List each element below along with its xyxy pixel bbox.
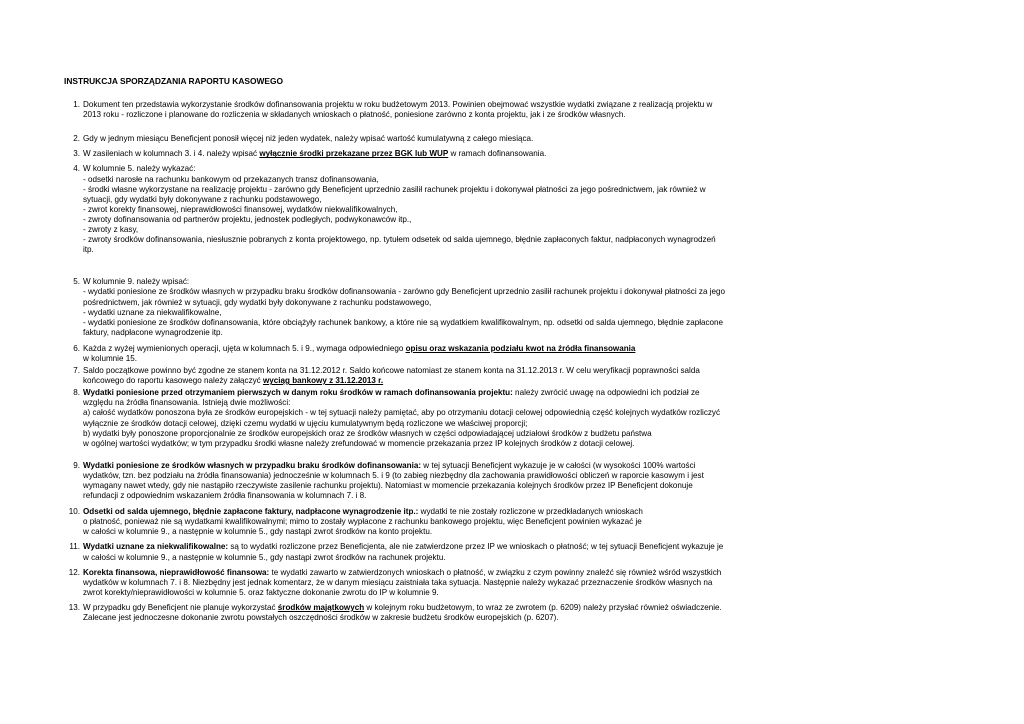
- item-text: [83, 388, 794, 398]
- item-text: [83, 507, 794, 517]
- item-text: itp.: [83, 245, 94, 255]
- item-text: w kolumnie 15.: [83, 353, 137, 363]
- item-text: a) całość wydatków ponoszona była ze środków europejskich - w tej sytuacji należy pamiętać, aby po otrzymaniu dotacji celowej odpowiednią część kolejnych wydatków rozliczyć: [83, 408, 721, 418]
- item-text: [83, 149, 794, 159]
- item-text: sytuacji, gdy wydatki były dokonywane z rachunku podstawowego,: [83, 194, 322, 204]
- bold-lead: Wydatki poniesione przed otrzymaniem pierwszych w danym roku środków w ramach dofinansowania projektu:: [83, 388, 513, 398]
- instruction-item-12: [64, 568, 794, 598]
- emphasis-text: opisu oraz wskazania podziału kwot na źródła finansowania: [405, 343, 636, 353]
- item-number: 1.: [73, 100, 80, 110]
- item-text: wydatków w kolumnach 7. i 8. Niezbędny jest jednak komentarz, że w danym miesiącu zaistniała taka sytuacja. Następnie należy wykazać przeznaczenie środków własnych na: [83, 577, 713, 587]
- instruction-item-9: [64, 461, 794, 501]
- item-text: [83, 568, 794, 578]
- item-text: [83, 344, 794, 354]
- item-text: - zwrot korekty finansowej, nieprawidłowości finansowej, wydatków niekwalifikowalnych,: [83, 204, 398, 214]
- item-text: w całości w kolumnie 9., a następnie w kolumnie 5., gdy nastąpi zwrot środków na konto projektu.: [83, 527, 433, 537]
- item-text: b) wydatki były ponoszone proporcjonalnie ze środków europejskich oraz ze środków własnych w części odpowiadającej udziałowi środków z budżetu państwa: [83, 428, 652, 438]
- item-number: 2.: [73, 134, 80, 144]
- item-text-part: te wydatki zawarto w zatwierdzonych wnioskach o płatność, w związku z czym powinny znaleźć się również wśród wszystkich: [269, 567, 722, 577]
- item-text: - wydatki poniesione ze środków własnych w przypadku braku środków dofinansowania - zarówno gdy Beneficjent uprzednio zasilił rachunek projektu i dokonywał płatności za jego: [83, 287, 725, 297]
- instruction-document: [64, 76, 794, 623]
- instruction-item-1: [64, 100, 794, 120]
- item-text-part: należy zwrócić uwagę na odpowiedni ich podział ze: [512, 388, 700, 398]
- item-text: W kolumnie 9. należy wpisać:: [83, 277, 190, 287]
- bold-lead: Wydatki poniesione ze środków własnych w przypadku braku środków dofinansowania:: [83, 460, 422, 470]
- item-number: 5.: [73, 277, 80, 287]
- item-text-part: Każda z wyżej wymienionych operacji, ujęta w kolumnach 5. i 9., wymaga odpowiedniego: [83, 343, 406, 353]
- bold-lead: Korekta finansowa, nieprawidłowość finansowa:: [83, 567, 270, 577]
- bold-lead: Odsetki od salda ujemnego, błędnie zapłacone faktury, nadpłacone wynagrodzenie itp.:: [83, 507, 419, 517]
- instruction-item-6: [64, 344, 794, 364]
- item-text: [83, 603, 794, 613]
- instruction-item-8: [64, 388, 794, 449]
- item-text: - wydatki poniesione ze środków dofinansowania, które obciążyły rachunek bankowy, a które nie są wydatkiem kwalifikowalnym, np. odsetki od salda ujemnego, błędnie zapłacone: [83, 317, 724, 327]
- item-number: 4.: [73, 164, 80, 174]
- item-text-part: wydatki te nie zostały rozliczone w przedkładanych wnioskach: [418, 507, 643, 517]
- item-number: 6.: [73, 343, 80, 353]
- item-text: w całości w kolumnie 9., a następnie w kolumnie 5., gdy nastąpi zwrot środków na rachunek projektu.: [83, 552, 446, 562]
- item-number: 12.: [68, 567, 80, 577]
- item-text-part: w kolejnym roku budżetowym, to wraz ze zwrotem (p. 6209) należy przysłać również oświadczenie.: [364, 602, 722, 612]
- item-text: 2013 roku - rozliczone i planowane do rozliczenia w składanych wnioskach o płatność, poniesione zarówno z konta projektu, jak i ze środków własnych.: [83, 110, 626, 120]
- item-text: [83, 461, 794, 471]
- item-number: 11.: [69, 542, 80, 552]
- item-text: faktury, nadpłacone wynagrodzenie itp.: [83, 327, 223, 337]
- instruction-item-5: [64, 277, 794, 338]
- item-text: [83, 376, 794, 386]
- item-text: Saldo początkowe powinno być zgodne ze stanem konta na 31.12.2012 r. Saldo końcowe natomiast ze stanem konta na 31.12.2013 r. W celu weryfikacji poprawności salda: [83, 366, 700, 376]
- item-text-part: w ramach dofinansowania.: [448, 149, 547, 159]
- item-number: 10.: [68, 507, 80, 517]
- item-text: - środki własne wykorzystane na realizację projektu - zarówno gdy Beneficjent uprzednio zasilił rachunek projektu i dokonywał płatności za jego pośrednictwem, jak również w: [83, 184, 706, 194]
- emphasis-text: wyciąg bankowy z 31.12.2013 r.: [262, 376, 384, 386]
- item-text: wydatków, tzn. bez podziału na źródła finansowania) jednocześnie w kolumnach 5. i 9 (to zabieg niezbędny dla zachowania prawidłowości obliczeń w raporcie kasowym i jest: [83, 470, 704, 480]
- emphasis-text: środków majątkowych: [277, 602, 365, 612]
- page-title: INSTRUKCJA SPORZĄDZANIA RAPORTU KASOWEGO: [64, 76, 283, 86]
- item-text: refundacji z odpowiednim wskazaniem źródła finansowania w kolumnach 7. i 8.: [83, 491, 367, 501]
- item-number: 13.: [68, 602, 80, 612]
- item-text: W kolumnie 5. należy wykazać:: [83, 164, 196, 174]
- item-text-part: są to wydatki rozliczone przez Beneficjenta, ale nie zatwierdzone przez IP we wnioskach o płatność; w tej sytuacji Beneficjent wykazuje je: [228, 542, 724, 552]
- item-text: Zalecane jest jednoczesne dokonanie zwrotu powstałych oszczędności środków w zakresie budżetu środków europejskich (p. 6207).: [83, 613, 559, 623]
- item-text-part: W zasileniach w kolumnach 3. i 4. należy wpisać: [83, 149, 260, 159]
- instruction-item-11: [64, 542, 794, 562]
- instruction-item-4: [64, 164, 794, 255]
- item-number: 3.: [73, 149, 80, 159]
- instruction-item-7: [64, 366, 794, 386]
- emphasis-text: wyłącznie środki przekazane przez BGK lub WUP: [259, 149, 449, 159]
- item-number: 9.: [73, 460, 80, 470]
- bold-lead: Wydatki uznane za niekwalifikowalne:: [83, 542, 229, 552]
- item-text: [83, 542, 794, 552]
- item-text: zwrot korekty/nieprawidłowości w kolumnie 5. oraz faktyczne dokonanie zwrotu do IP w kolumnie 9.: [83, 587, 439, 597]
- instruction-item-2: [64, 134, 794, 144]
- item-text: wyłącznie ze środków dotacji celowej, dzięki czemu wydatki w ujęciu kumulatywnym będą rozliczone we właściwej proporcji;: [83, 418, 528, 428]
- item-text: - odsetki narosłe na rachunku bankowym od przekazanych transz dofinansowania,: [83, 174, 379, 184]
- item-text: - zwroty dofinansowania od partnerów projektu, jednostek podległych, podwykonawców itp.,: [83, 214, 412, 224]
- item-text: wymagany nawet wtedy, gdy nie nastąpiło rzeczywiste zasilenie rachunku projektu). Natomiast w momencie przekazania kolejnych środków przez IP Beneficjent dokonuje: [83, 481, 693, 490]
- instruction-item-13: [64, 603, 794, 623]
- item-text: - zwroty z kasy,: [83, 225, 139, 235]
- item-text: o płatność, ponieważ nie są wydatkami kwalifikowalnymi; mimo to zostały wypłacone z rachunku bankowego projektu, więc Beneficjent powinien wykazać je: [83, 517, 642, 527]
- instruction-item-10: [64, 507, 794, 537]
- item-text: w ogólnej wartości wydatków; w tym przypadku środki własne należy zrefundować w momencie przekazania przez IP kolejnych środków z dotacji celowej.: [83, 438, 635, 448]
- instruction-item-3: [64, 149, 794, 159]
- item-text: pośrednictwem, jak również w sytuacji, gdy wydatki były dokonywane z rachunku podstawowego,: [83, 297, 432, 307]
- item-number: 7.: [73, 366, 80, 376]
- item-text: Gdy w jednym miesiącu Beneficjent ponosił więcej niż jeden wydatek, należy wpisać wartość kumulatywną z całego miesiąca.: [83, 134, 534, 144]
- item-text: względu na źródła finansowania. Istnieją dwie możliwości:: [83, 398, 291, 408]
- item-text: - zwroty środków dofinansowania, niesłusznie pobranych z konta projektowego, np. tytułem odsetek od salda ujemnego, błędnie zapłaconych faktur, nadpłaconych wynagrodzeń: [83, 235, 716, 245]
- item-text-part: w tej sytuacji Beneficjent wykazuje je w całości (w wysokości 100% wartości: [421, 460, 696, 470]
- item-text: - wydatki uznane za niekwalifikowalne,: [83, 307, 222, 317]
- item-number: 8.: [73, 388, 80, 398]
- item-text: Dokument ten przedstawia wykorzystanie środków dofinansowania projektu w roku budżetowym 2013. Powinien obejmować wszystkie wydatki związane z realizacją projektu w: [83, 100, 713, 110]
- item-text-part: W przypadku gdy Beneficjent nie planuje wykorzystać: [83, 602, 278, 612]
- item-text-part: końcowego do raportu kasowego należy załączyć: [83, 376, 263, 386]
